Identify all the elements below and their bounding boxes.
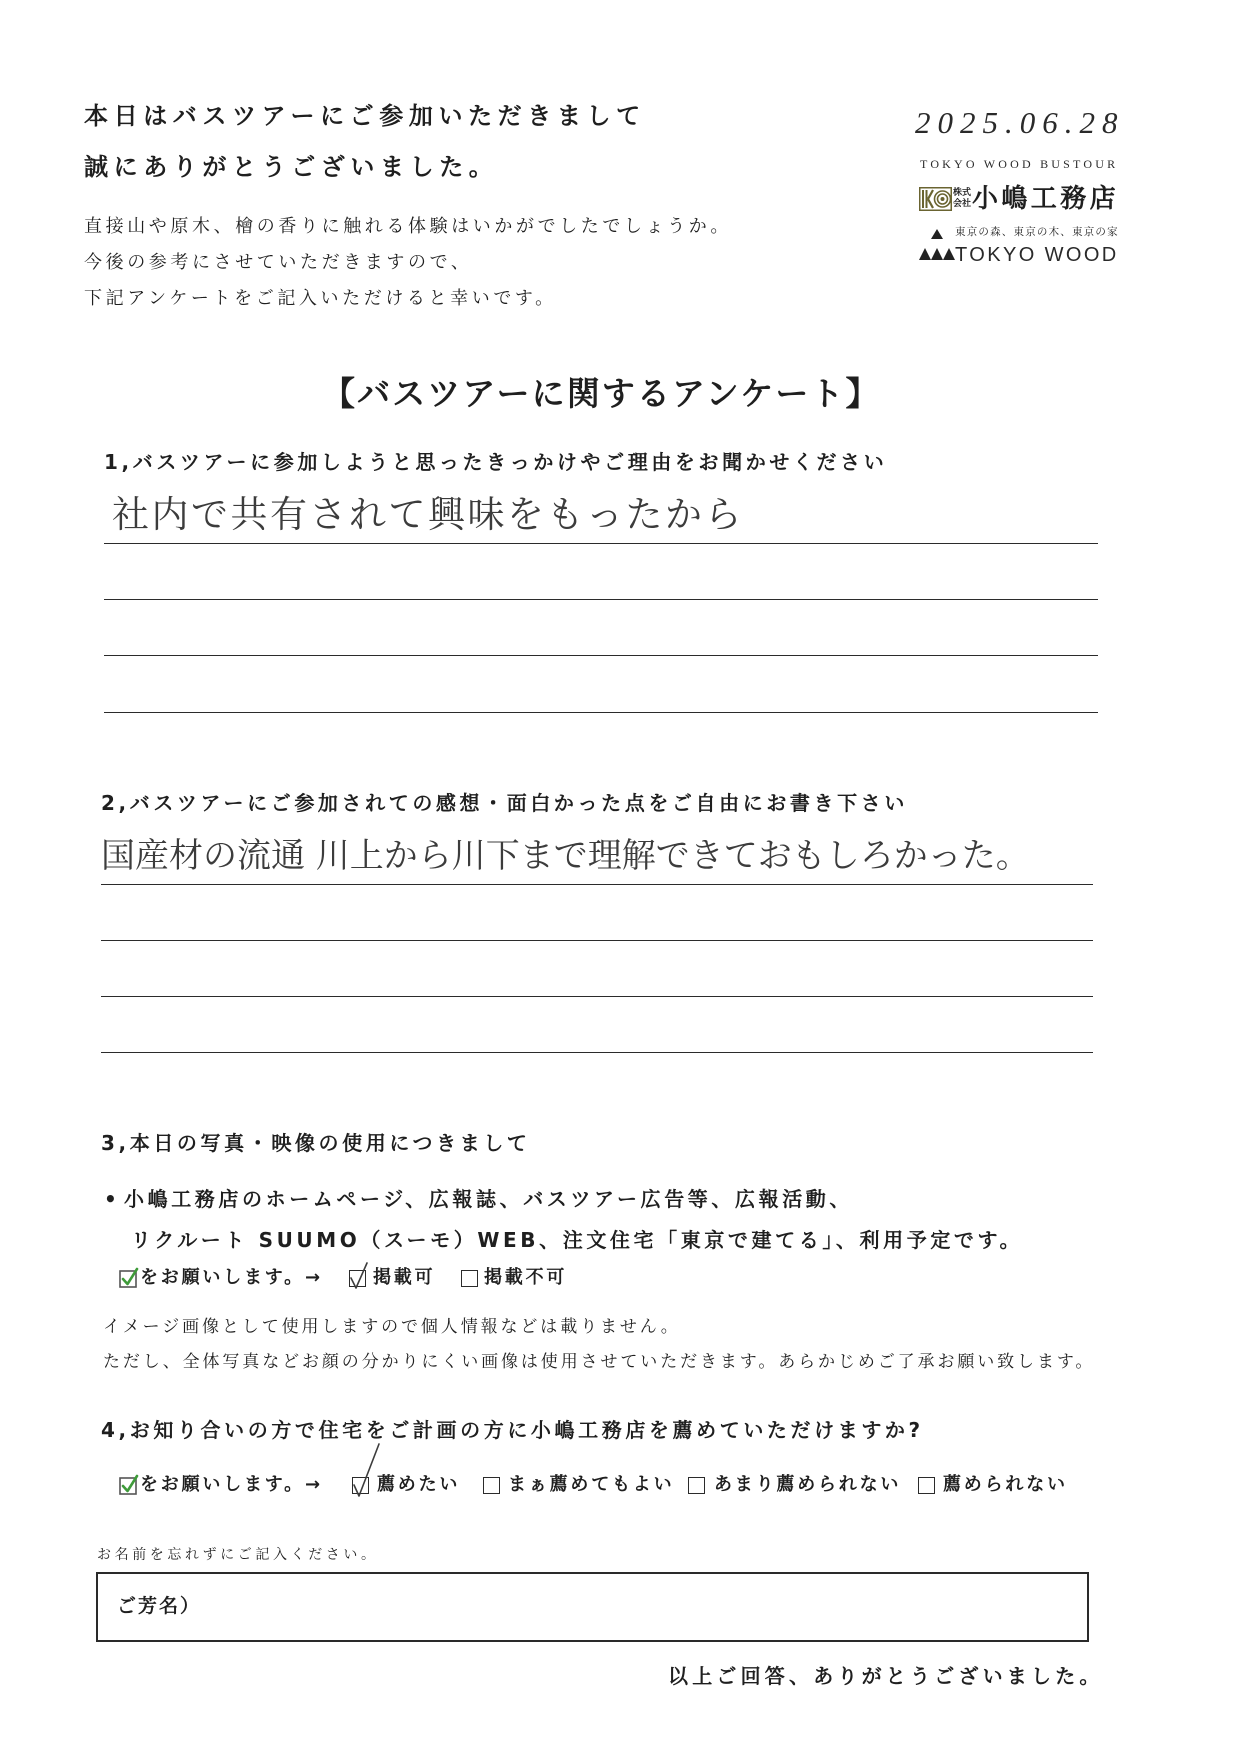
option-label-publish-ng: 掲載不可 [484,1267,568,1288]
event-name: TOKYO WOOD BUSTOUR [920,157,1119,171]
company-type [953,188,971,210]
greeting-line-2: 誠にありがとうございました。 [84,153,499,181]
event-date: 2025.06.28 [915,105,1125,140]
question-1-answer: 社内で共有されて興味をもったから [112,493,744,536]
bullet: • [104,1187,121,1211]
answer-line [101,996,1093,997]
answer-line [104,543,1098,544]
closing-message: 以上ご回答、ありがとうございました。 [668,1664,1104,1688]
survey-title: 【バスツアーに関するアンケート】 [322,374,881,413]
company-type-line: 株式 [953,188,972,198]
answer-line [101,1052,1093,1053]
question-3-label: 3,本日の写真・映像の使用につきまして [101,1131,531,1155]
question-1-label: 1,バスツアーに参加しようと思ったきっかけやご理由をお聞かせください [104,450,888,474]
green-check-icon [119,1474,141,1496]
intro-line-1: 直接山や原木、檜の香りに触れる体験はいかがでしたでしょうか。 [84,216,732,237]
option-checkbox-publish-ok[interactable] [349,1270,366,1287]
option-checkbox-somewhat-recommend[interactable] [483,1477,500,1494]
answer-line [101,884,1093,885]
question-4-label: 4,お知り合いの方で住宅をご計画の方に小嶋工務店を薦めていただけますか? [101,1418,924,1442]
green-check-icon [119,1267,141,1289]
answer-line [104,712,1098,713]
question-2-answer: 国産材の流通 川上から川下まで理解できておもしろかった。 [101,836,1030,876]
question-3-note-2: ただし、全体写真などお顔の分かりにくい画像は使用させていただきます。あらかじめご了承お願い致します。 [103,1352,1096,1372]
answer-line [101,940,1093,941]
option-checkbox-recommend[interactable] [352,1477,369,1494]
intro-line-3: 下記アンケートをご記入いただけると幸いです。 [84,288,557,309]
name-field-label: ご芳名） [117,1595,202,1617]
brand-tagline: 東京の森、東京の木、東京の家 [955,226,1119,238]
check-instruction: をお願いします。→ [140,1474,323,1495]
question-3-body-line-2: リクルート SUUMO（スーモ）WEB、注文住宅「東京で建てる」、利用予定です。 [131,1228,1024,1252]
tokyo-wood-triangle-logo [918,227,956,265]
option-checkbox-not-recommend[interactable] [918,1477,935,1494]
question-2-label: 2,バスツアーにご参加されての感想・面白かった点をご自由にお書き下さい [101,791,908,815]
name-instruction: お名前を忘れずにご記入ください。 [97,1547,379,1563]
intro-line-2: 今後の参考にさせていただきますので、 [84,252,473,273]
question-1-answer-field[interactable] [100,482,1100,717]
company-logo-mark [919,187,952,211]
answer-line [104,655,1098,656]
option-label-publish-ok: 掲載可 [373,1267,436,1288]
option-checkbox-rarely-recommend[interactable] [688,1477,705,1494]
option-label-rarely-recommend: あまり薦められない [714,1474,902,1495]
option-checkbox-publish-ng[interactable] [461,1270,478,1287]
question-2-answer-field[interactable] [97,822,1097,1057]
check-icon [348,1257,374,1293]
company-name: 小嶋工務店 [972,184,1120,214]
option-label-somewhat-recommend: まぁ薦めてもよい [508,1474,675,1495]
company-type-line: 会社 [953,199,972,209]
brand-name: TOKYO WOOD [955,244,1119,266]
answer-line [104,599,1098,600]
name-field[interactable] [96,1572,1089,1642]
question-3-body-line-1: 小嶋工務店のホームページ、広報誌、バスツアー広告等、広報活動、 [124,1187,853,1211]
question-3-note-1: イメージ画像として使用しますので個人情報などは載りません。 [103,1317,681,1337]
check-instruction: をお願いします。→ [140,1267,323,1288]
option-label-not-recommend: 薦められない [943,1474,1068,1495]
option-label-recommend: 薦めたい [377,1474,461,1495]
greeting-line-1: 本日はバスツアーにご参加いただきまして [84,102,646,130]
